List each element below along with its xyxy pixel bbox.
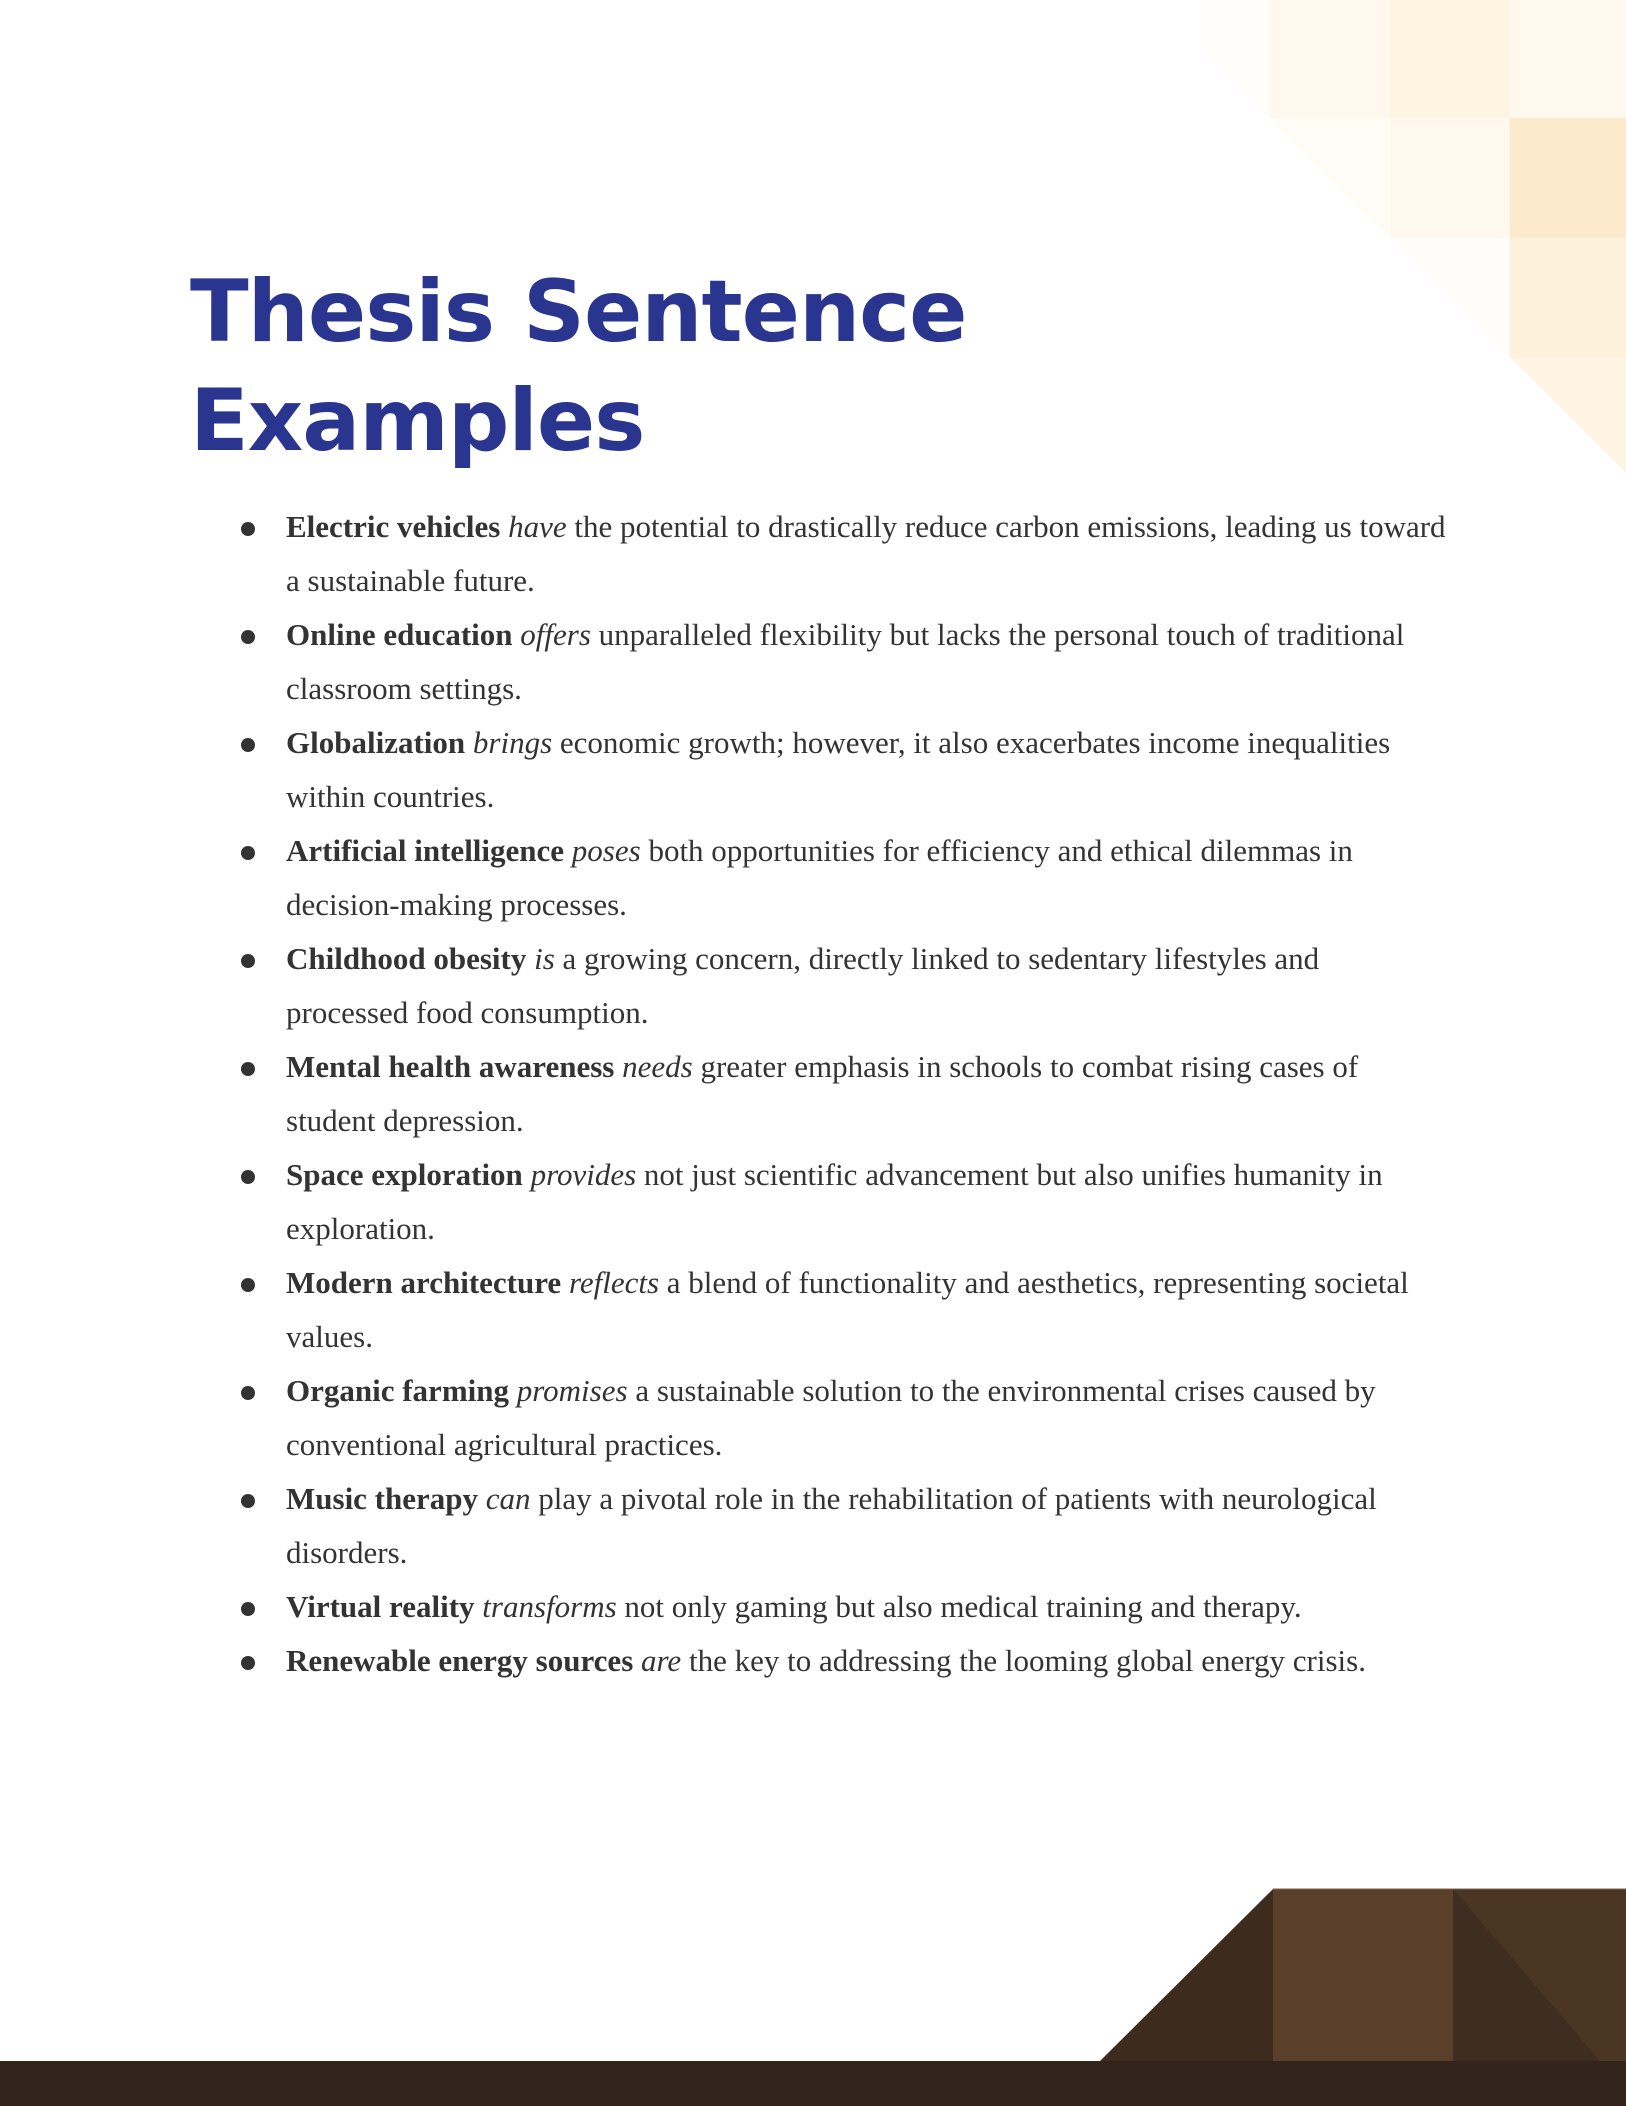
list-item [286,716,1446,824]
item-text: a blend of functionality and aesthetics, representing societal values. [286,1265,1409,1354]
item-verb: promises [516,1373,628,1408]
list-item [286,1472,1446,1580]
bullet-icon [241,954,255,968]
item-verb: have [508,509,567,544]
item-text: not just scientific advancement but also unifies humanity in exploration. [286,1157,1383,1246]
item-subject: Renewable energy sources [286,1643,634,1678]
list-item [286,608,1446,716]
item-verb: reflects [568,1265,660,1300]
bullet-icon [241,1278,255,1292]
item-subject: Online education [286,617,513,652]
item-verb: transforms [482,1589,617,1624]
item-text: not only gaming but also medical training and therapy. [616,1589,1302,1624]
item-verb: poses [571,833,641,868]
list-item [286,824,1446,932]
footer-bar [0,2061,1626,2106]
item-subject: Music therapy [286,1481,479,1516]
item-text: play a pivotal role in the rehabilitation of patients with neurological disorders. [286,1481,1377,1570]
item-text: unparalleled flexibility but lacks the personal touch of traditional classroom settings. [286,617,1405,706]
item-subject: Modern architecture [286,1265,562,1300]
list-item [286,1634,1446,1688]
item-verb: offers [520,617,591,652]
item-verb: provides [530,1157,637,1192]
item-text: the key to addressing the looming global energy crisis. [681,1643,1366,1678]
bullet-icon [241,1602,255,1616]
bottom-footer-decoration [0,1880,1626,2106]
bullet-icon [241,522,255,536]
item-subject: Electric vehicles [286,509,501,544]
bullet-icon [241,1656,255,1670]
list-item [286,1580,1446,1634]
item-subject: Organic farming [286,1373,509,1408]
bullet-icon [241,1170,255,1184]
list-item [286,500,1446,608]
item-verb: can [485,1481,531,1516]
title-line-2: Examples [190,371,645,471]
item-verb: needs [622,1049,693,1084]
bullet-icon [241,1386,255,1400]
item-verb: brings [472,725,553,760]
bullet-icon [241,846,255,860]
bullet-icon [241,738,255,752]
item-subject: Childhood obesity [286,941,527,976]
bullet-icon [241,630,255,644]
item-text: economic growth; however, it also exacerbates income inequalities within countries. [286,725,1391,814]
item-text: the potential to drastically reduce carbon emissions, leading us toward a sustainable future. [286,509,1446,598]
list-item [286,1364,1446,1472]
thesis-examples-list [286,500,1446,1688]
item-verb: are [641,1643,682,1678]
item-subject: Globalization [286,725,466,760]
item-verb: is [534,941,555,976]
list-item [286,932,1446,1040]
item-text: a growing concern, directly linked to sedentary lifestyles and processed food consumption. [286,941,1320,1030]
bullet-icon [241,1062,255,1076]
page-title [190,258,966,476]
item-text: a sustainable solution to the environmental crises caused by conventional agricultural practices. [286,1373,1376,1462]
item-subject: Virtual reality [286,1589,475,1624]
item-text: greater emphasis in schools to combat rising cases of student depression. [286,1049,1359,1138]
item-subject: Mental health awareness [286,1049,615,1084]
list-item [286,1148,1446,1256]
list-item [286,1040,1446,1148]
item-subject: Artificial intelligence [286,833,565,868]
title-line-1: Thesis Sentence [190,262,967,362]
item-subject: Space exploration [286,1157,523,1192]
bullet-icon [241,1494,255,1508]
list-item [286,1256,1446,1364]
item-text: both opportunities for efficiency and ethical dilemmas in decision-making processes. [286,833,1353,922]
